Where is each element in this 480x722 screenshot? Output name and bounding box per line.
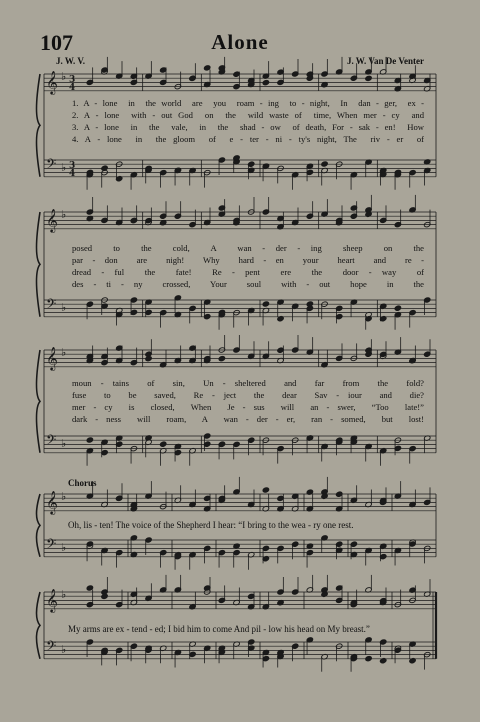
time-signature: 3 <box>69 75 76 85</box>
lyricist-credit: J. W. V. <box>56 56 85 66</box>
verse2-line1: 2. A - lone with - out God on the wild waste of time, When mer - cy and <box>72 110 424 120</box>
note-head <box>189 75 196 81</box>
note-head <box>160 441 167 447</box>
verse1-line1: 1. A - lone in the world are you roam - ing to - night, In dan - ger, ex - <box>72 98 424 108</box>
note-head <box>262 79 269 85</box>
note-head <box>394 305 401 311</box>
time-signature: 4 <box>69 169 76 179</box>
brace <box>37 592 41 659</box>
chorus-label: Chorus <box>68 478 97 488</box>
key-flat: ♭ <box>61 70 67 83</box>
key-flat: ♭ <box>61 541 67 554</box>
verse3-line1: 3. A - lone in the vale, in the shad - ow of death, For - sak - en! How <box>72 122 424 132</box>
note-head <box>218 441 225 447</box>
verse4-line2: des - ti - ny crossed, Your soul with - out hope in the <box>72 279 424 289</box>
note-head <box>130 217 137 223</box>
note-head <box>262 487 269 493</box>
time-signature: 3 <box>69 161 76 171</box>
verse3-line3: mer - cy is closed, When Je - sus will an - swer, “Too late!” <box>72 402 424 412</box>
bass-clef: 𝄢 <box>46 156 57 175</box>
treble-clef: 𝄞 <box>46 208 58 232</box>
verse2-line2: par - don are nigh! Why hard - en your heart and re - <box>72 255 424 265</box>
treble-clef: 𝄞 <box>46 588 58 612</box>
key-flat: ♭ <box>61 437 67 450</box>
key-flat: ♭ <box>61 208 67 221</box>
note-head <box>116 495 123 501</box>
brace <box>37 350 41 453</box>
bass-clef: 𝄢 <box>46 638 57 657</box>
bass-clef: 𝄢 <box>46 296 57 315</box>
note-head <box>218 355 225 361</box>
treble-clef: 𝄞 <box>46 70 58 94</box>
treble-clef: 𝄞 <box>46 490 58 514</box>
key-flat: ♭ <box>61 490 67 503</box>
key-flat: ♭ <box>61 643 67 656</box>
key-flat: ♭ <box>61 588 67 601</box>
note-head <box>321 161 328 167</box>
verse1-line2: posed to the cold, A wan - der - ing sheep on the <box>72 243 424 253</box>
brace <box>37 74 41 177</box>
note-head <box>262 301 269 307</box>
hymn-title: Alone <box>211 30 269 54</box>
treble-clef: 𝄞 <box>46 346 58 370</box>
time-signature: 4 <box>69 83 76 93</box>
key-flat: ♭ <box>61 346 67 359</box>
chorus-line1: Oh, lis - ten! The voice of the Shepherd I hear: “I bring to the wea - ry one rest. <box>68 520 354 530</box>
chorus-line2: My arms are ex - tend - ed; I bid him to come And pil - low his head on My breast.” <box>68 624 370 634</box>
hymn-number: 107 <box>40 30 73 55</box>
brace <box>37 212 41 317</box>
verse4-line1: 4. A - lone in the gloom of e - ter - ni - ty's night, The riv - er of <box>72 134 424 144</box>
note-head <box>365 75 372 81</box>
note-head <box>86 541 93 547</box>
note-head <box>86 437 93 443</box>
bass-clef: 𝄢 <box>46 432 57 451</box>
key-flat: ♭ <box>61 161 67 174</box>
key-flat: ♭ <box>61 301 67 314</box>
note-head <box>365 655 372 661</box>
verse1-line3: moun - tains of sin, Un - sheltered and far from the fold? <box>72 378 424 388</box>
verse4-line3: dark - ness will roam, A wan - der - er, ran - somed, but lost! <box>72 414 424 424</box>
verse2-line3: fuse to be saved, Re - ject the dear Sav - iour and die? <box>72 390 424 400</box>
verse3-line2: dread - ful the fate! Re - pent ere the door - way of <box>72 267 424 277</box>
brace <box>37 494 41 557</box>
bass-clef: 𝄢 <box>46 536 57 555</box>
composer-credit: J. W. Van De Venter <box>346 56 424 66</box>
